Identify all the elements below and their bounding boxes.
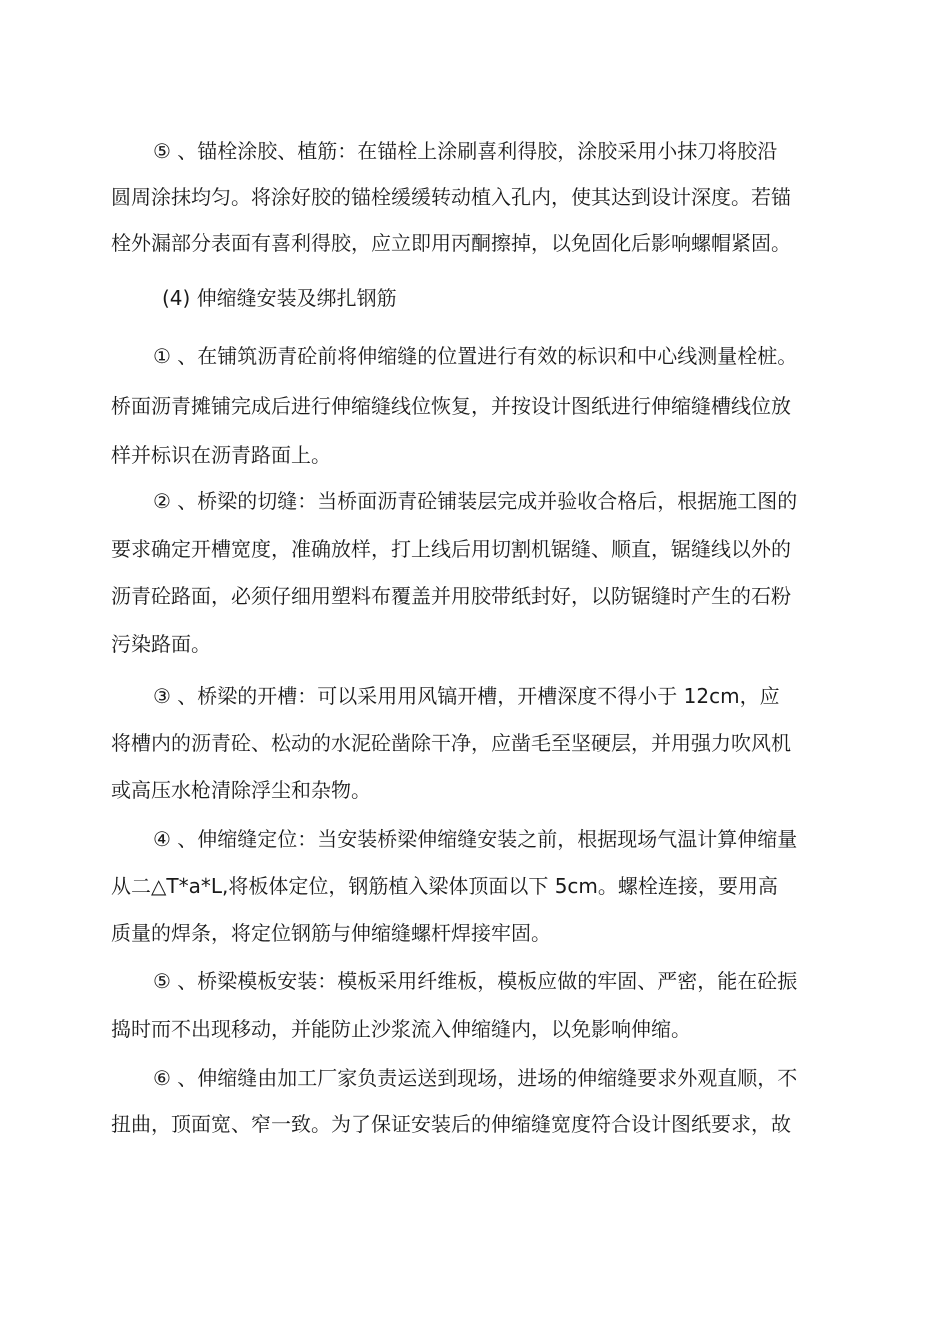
paragraph-5-line-2: 从二△T*a*L,将板体定位，钢筋植入梁体顶面以下 5cm。螺栓连接，要用高	[111, 874, 778, 898]
paragraph-3-line-3: 沥青砼路面，必须仔细用塑料布覆盖并用胶带纸封好，以防锯缝时产生的石粉	[111, 584, 791, 608]
paragraph-5-line-3: 质量的焊条，将定位钢筋与伸缩缝螺杆焊接牢固。	[111, 921, 551, 945]
paragraph-2-line-3: 样并标识在沥青路面上。	[111, 443, 331, 467]
paragraph-1-line-2: 圆周涂抹均匀。将涂好胶的锚栓缓缓转动植入孔内，使其达到设计深度。若锚	[111, 185, 791, 209]
paragraph-2-line-2: 桥面沥青摊铺完成后进行伸缩缝线位恢复，并按设计图纸进行伸缩缝槽线位放	[111, 394, 791, 418]
paragraph-6-line-1: ⑤ 、桥梁模板安装：模板采用纤维板，模板应做的牢固、严密，能在砼振	[153, 969, 798, 993]
paragraph-2-line-1: ① 、在铺筑沥青砼前将伸缩缝的位置进行有效的标识和中心线测量栓桩。	[153, 344, 798, 368]
section-heading-4: (4) 伸缩缝安装及绑扎钢筋	[162, 286, 397, 310]
paragraph-5-line-1: ④ 、伸缩缝定位：当安装桥梁伸缩缝安装之前，根据现场气温计算伸缩量	[153, 827, 798, 851]
paragraph-7-line-2: 扭曲，顶面宽、窄一致。为了保证安装后的伸缩缝宽度符合设计图纸要求，故	[111, 1112, 791, 1136]
paragraph-4-line-2: 将槽内的沥青砼、松动的水泥砼凿除干净，应凿毛至坚硬层，并用强力吹风机	[111, 731, 791, 755]
paragraph-7-line-1: ⑥ 、伸缩缝由加工厂家负责运送到现场，进场的伸缩缝要求外观直顺，不	[153, 1066, 798, 1090]
paragraph-1-line-3: 栓外漏部分表面有喜利得胶，应立即用丙酮擦掉，以免固化后影响螺帽紧固。	[111, 231, 791, 255]
paragraph-3-line-4: 污染路面。	[111, 632, 211, 656]
paragraph-4-line-1: ③ 、桥梁的开槽：可以采用用风镐开槽，开槽深度不得小于 12cm，应	[153, 684, 780, 708]
paragraph-6-line-2: 捣时而不出现移动，并能防止沙浆流入伸缩缝内，以免影响伸缩。	[111, 1017, 691, 1041]
paragraph-1-line-1: ⑤ 、锚栓涂胶、植筋：在锚栓上涂刷喜利得胶，涂胶采用小抹刀将胶沿	[153, 139, 778, 163]
paragraph-3-line-2: 要求确定开槽宽度，准确放样，打上线后用切割机锯缝、顺直，锯缝线以外的	[111, 537, 791, 561]
paragraph-4-line-3: 或高压水枪清除浮尘和杂物。	[111, 778, 371, 802]
paragraph-3-line-1: ② 、桥梁的切缝：当桥面沥青砼铺装层完成并验收合格后，根据施工图的	[153, 489, 798, 513]
